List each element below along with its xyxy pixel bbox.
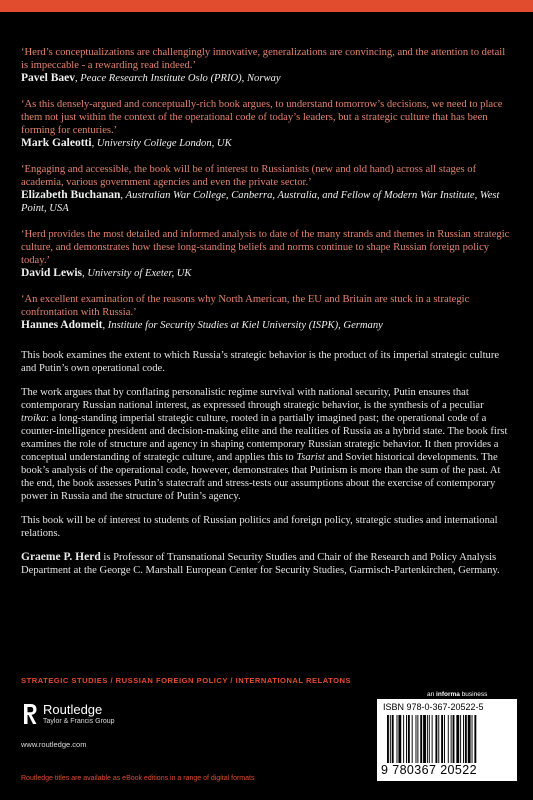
barcode-bar xyxy=(444,715,445,763)
endorsement-quote xyxy=(21,46,513,85)
top-accent-bar xyxy=(0,0,533,12)
quote-author-affiliation: Peace Research Institute Oslo (PRIO), Norway xyxy=(80,73,281,84)
quote-author-affiliation: University College London, UK xyxy=(96,138,232,149)
quote-author: Mark Galeotti, University College London, UK xyxy=(21,137,232,149)
description-text: The work argues that by conflating personalistic regime survival with national security, Putin ensures that contemporary Russian national interest, as expressed through strategic behavior, is the synthesis of a peculiar xyxy=(21,387,484,411)
endorsement-quote xyxy=(21,98,513,150)
quote-author-affiliation: University of Exeter, UK xyxy=(87,268,192,279)
quote-text: ‘Herd provides the most detailed and informed analysis to date of the many strands and themes in Russian strategic culture, and demonstrates how these long-standing beliefs and norms continue to shape Russian foreign policy today.’ xyxy=(21,229,510,266)
informa-business-tag xyxy=(427,691,487,698)
quote-author: Hannes Adomeit, Institute for Security Studies at Kiel University (ISPK), Germany xyxy=(21,319,383,331)
barcode-bar xyxy=(392,715,394,763)
book-description xyxy=(21,349,513,577)
author-bio-text: is Professor of Transnational Security Studies and Chair of the Research and Policy Analysis Department at the George C. Marshall European Center for Security Studies, Garmisch-Partenkirchen, Germany. xyxy=(21,552,500,576)
back-cover-content xyxy=(21,46,513,588)
barcode-bar xyxy=(468,715,471,763)
quote-author-affiliation: Institute for Security Studies at Kiel University (ISPK), Germany xyxy=(107,320,383,331)
publisher-group: Taylor & Francis Group xyxy=(43,718,115,725)
quote-text: ‘As this densely-argued and conceptually-rich book argues, to understand tomorrow’s decisions, we need to place them not just within the context of the operational code of today’s leaders, but a strategic culture that has been forming for centuries.’ xyxy=(21,99,503,136)
endorsement-quote xyxy=(21,293,513,332)
subject-categories: STRATEGIC STUDIES / RUSSIAN FOREIGN POLICY / INTERNATIONAL RELATONS xyxy=(21,676,352,685)
barcode-digits: 9 780367 20522 xyxy=(381,763,477,777)
barcode-bar xyxy=(448,715,449,763)
isbn-barcode xyxy=(377,699,517,781)
description-paragraph xyxy=(21,386,513,503)
barcode-bar xyxy=(453,715,455,763)
quote-author: David Lewis, University of Exeter, UK xyxy=(21,267,192,279)
isbn-number: ISBN 978-0-367-20522-5 xyxy=(383,702,484,712)
barcode-bar xyxy=(463,715,464,763)
barcode-bar xyxy=(465,715,467,763)
author-bio xyxy=(21,551,513,577)
barcode-bar xyxy=(412,715,413,763)
quote-author-name: Elizabeth Buchanan xyxy=(21,189,121,201)
barcode-bar xyxy=(397,715,398,763)
barcode-bar xyxy=(451,715,452,763)
quote-text: ‘An excellent examination of the reasons why North American, the EU and Britain are stuck in a strategic confrontation with Russia.’ xyxy=(21,294,470,318)
quote-text: ‘Engaging and accessible, the book will be of interest to Russianists (new and old hand) across all stages of academia, various government agencies and even the private sector.’ xyxy=(21,164,477,188)
quote-author: Elizabeth Buchanan, Australian War College, Canberra, Australia, and Fellow of Modern War Institute, West Point, USA xyxy=(21,189,500,214)
barcode-bar xyxy=(417,715,418,763)
barcode-bar xyxy=(429,715,430,763)
endorsement-quote xyxy=(21,163,513,215)
description-emphasis: Tsarist xyxy=(296,452,325,463)
informa-suffix: business xyxy=(459,691,488,698)
barcode-bar xyxy=(438,715,439,763)
quote-author: Pavel Baev, Peace Research Institute Oslo (PRIO), Norway xyxy=(21,72,281,84)
informa-prefix: an xyxy=(427,691,437,698)
quote-author-name: Hannes Adomeit xyxy=(21,319,103,331)
barcode-bar xyxy=(416,715,417,763)
barcode-bar xyxy=(398,715,401,763)
routledge-r-icon xyxy=(21,702,39,726)
barcode-bar xyxy=(456,715,459,763)
description-emphasis: troika xyxy=(21,413,46,424)
barcode-bar xyxy=(390,715,391,763)
barcode-bar xyxy=(387,715,389,763)
publisher-website: www.routledge.com xyxy=(21,740,87,749)
barcode-bar xyxy=(423,715,426,763)
informa-brand: informa xyxy=(436,691,460,698)
barcode-bars xyxy=(387,715,509,763)
barcode-bar xyxy=(403,715,404,763)
barcode-bar xyxy=(432,715,433,763)
barcode-bar xyxy=(472,715,473,763)
quote-author-name: David Lewis xyxy=(21,267,83,279)
barcode-bar xyxy=(427,715,428,763)
quote-author-affiliation: Australian War College, Canberra, Australia, and Fellow of Modern War Institute, West Point, USA xyxy=(21,190,500,214)
barcode-bar xyxy=(460,715,461,763)
description-text: and Soviet historical developments. The book’s analysis of the operational code, however, demonstrates that Putinism is more than the sum of the past. At the end, the book assesses Putin’s statecraft and stress-tests our assumptions about the exercise of contemporary power in Russia and the structure of Putin’s agency. xyxy=(21,452,501,502)
barcode-bar xyxy=(435,715,437,763)
barcode-bar xyxy=(441,715,443,763)
barcode-bar xyxy=(406,715,407,763)
quote-text: ‘Herd’s conceptualizations are challengingly innovative, generalizations are convincing, and the attention to detail is impeccable - a rewarding read indeed.’ xyxy=(21,47,506,71)
barcode-bar xyxy=(408,715,410,763)
barcode-bar xyxy=(474,715,476,763)
endorsement-quote xyxy=(21,228,513,280)
author-name: Graeme P. Herd xyxy=(21,551,101,563)
quote-author-name: Pavel Baev xyxy=(21,72,75,84)
description-text: : a long-standing imperial strategic culture, rooted in a partially imagined past; the operational code of a counter-intelligence president and decision-making elite and the realities of Russia as a hybrid state. The book first examines the role of structure and agency in shaping contemporary Russian strategic behavior. It then provides a conceptual understanding of strategic culture, and applies this to xyxy=(21,413,508,463)
description-paragraph: This book examines the extent to which Russia’s strategic behavior is the product of its imperial strategic culture and Putin’s own operational code. xyxy=(21,350,500,374)
quote-author-name: Mark Galeotti xyxy=(21,137,92,149)
ebook-availability-note: Routledge titles are available as eBook editions in a range of digital formats xyxy=(21,775,255,782)
description-paragraph: This book will be of interest to students of Russian politics and foreign policy, strategic studies and international relations. xyxy=(21,515,498,539)
publisher-name: Routledge xyxy=(43,702,103,717)
barcode-bar xyxy=(420,715,422,763)
